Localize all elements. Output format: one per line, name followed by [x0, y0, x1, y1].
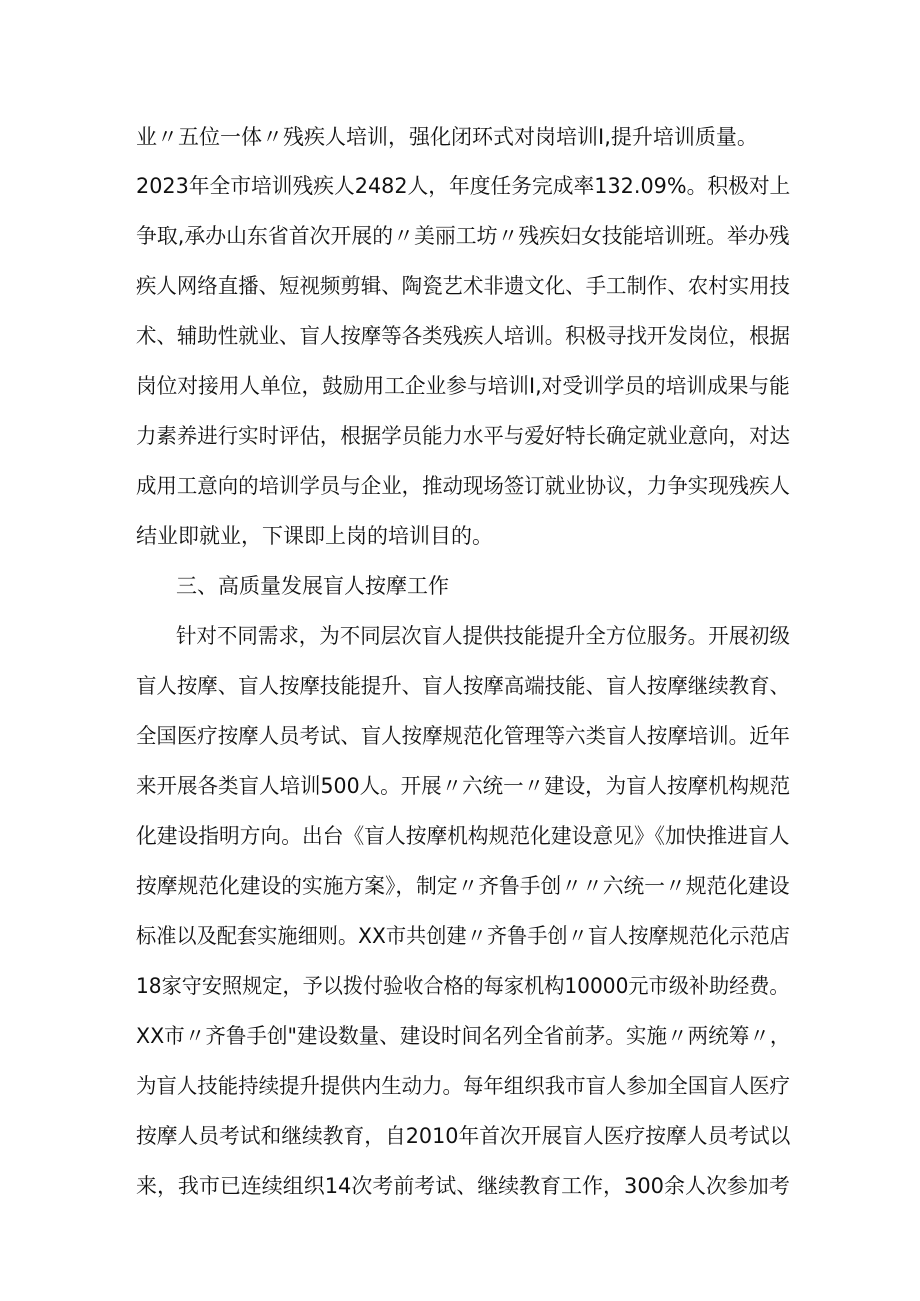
- text-line: 18家守安照规定，予以拨付验收合格的每家机构10000元市级补助经费。: [136, 974, 790, 998]
- section-heading: 三、高质量发展盲人按摩工作: [176, 574, 449, 598]
- text-line: 2023年全市培训残疾人2482人，年度任务完成率132.09%。积极对上: [136, 174, 791, 198]
- text-line: 业〃五位一体〃残疾人培训，强化闭环式对岗培训Ⅰ,提升培训质量。: [136, 125, 758, 149]
- text-line: 争取,承办山东省首次开展的〃美丽工坊〃残疾妇女技能培训班。举办残: [136, 224, 790, 248]
- text-line: 来，我市已连续组织14次考前考试、继续教育工作，300余人次参加考: [136, 1174, 790, 1198]
- text-line: 岗位对接用人单位，鼓励用工企业参与培训Ⅰ,对受训学员的培训成果与能: [136, 374, 790, 398]
- text-line: 术、辅助性就业、盲人按摩等各类残疾人培训。积极寻找开发岗位，根据: [136, 324, 790, 348]
- text-line: 按摩规范化建设的实施方案》，制定〃齐鲁手创〃〃六统一〃规范化建设: [136, 874, 790, 898]
- text-line: 疾人网络直播、短视频剪辑、陶瓷艺术非遗文化、手工制作、农村实用技: [136, 274, 790, 298]
- text-line: 力素养进行实时评估，根据学员能力水平与爱好特长确定就业意向，对达: [136, 424, 790, 448]
- text-line: XX市〃齐鲁手创"建设数量、建设时间名列全省前茅。实施〃两统筹〃，: [136, 1024, 791, 1048]
- text-line: 按摩人员考试和继续教育，自2010年首次开展盲人医疗按摩人员考试以: [136, 1124, 791, 1148]
- text-line: 为盲人技能持续提升提供内生动力。每年组织我市盲人参加全国盲人医疗: [136, 1074, 790, 1098]
- text-line: 标准以及配套实施细则。XX市共创建〃齐鲁手创〃盲人按摩规范化示范店: [136, 924, 790, 948]
- text-line: 来开展各类盲人培训500人。开展〃六统一〃建设，为盲人按摩机构规范: [136, 774, 791, 798]
- text-line: 全国医疗按摩人员考试、盲人按摩规范化管理等六类盲人按摩培训。近年: [136, 724, 790, 748]
- text-line: 成用工意向的培训学员与企业，推动现场签订就业协议，力争实现残疾人: [136, 474, 790, 498]
- text-line: 化建设指明方向。出台《盲人按摩机构规范化建设意见》《加快推进盲人: [136, 824, 790, 848]
- text-line: 结业即就业，下课即上岗的培训目的。: [136, 524, 493, 548]
- text-line: 盲人按摩、盲人按摩技能提升、盲人按摩高端技能、盲人按摩继续教育、: [136, 674, 790, 698]
- text-line: 针对不同需求，为不同层次盲人提供技能提升全方位服务。开展初级: [176, 624, 790, 648]
